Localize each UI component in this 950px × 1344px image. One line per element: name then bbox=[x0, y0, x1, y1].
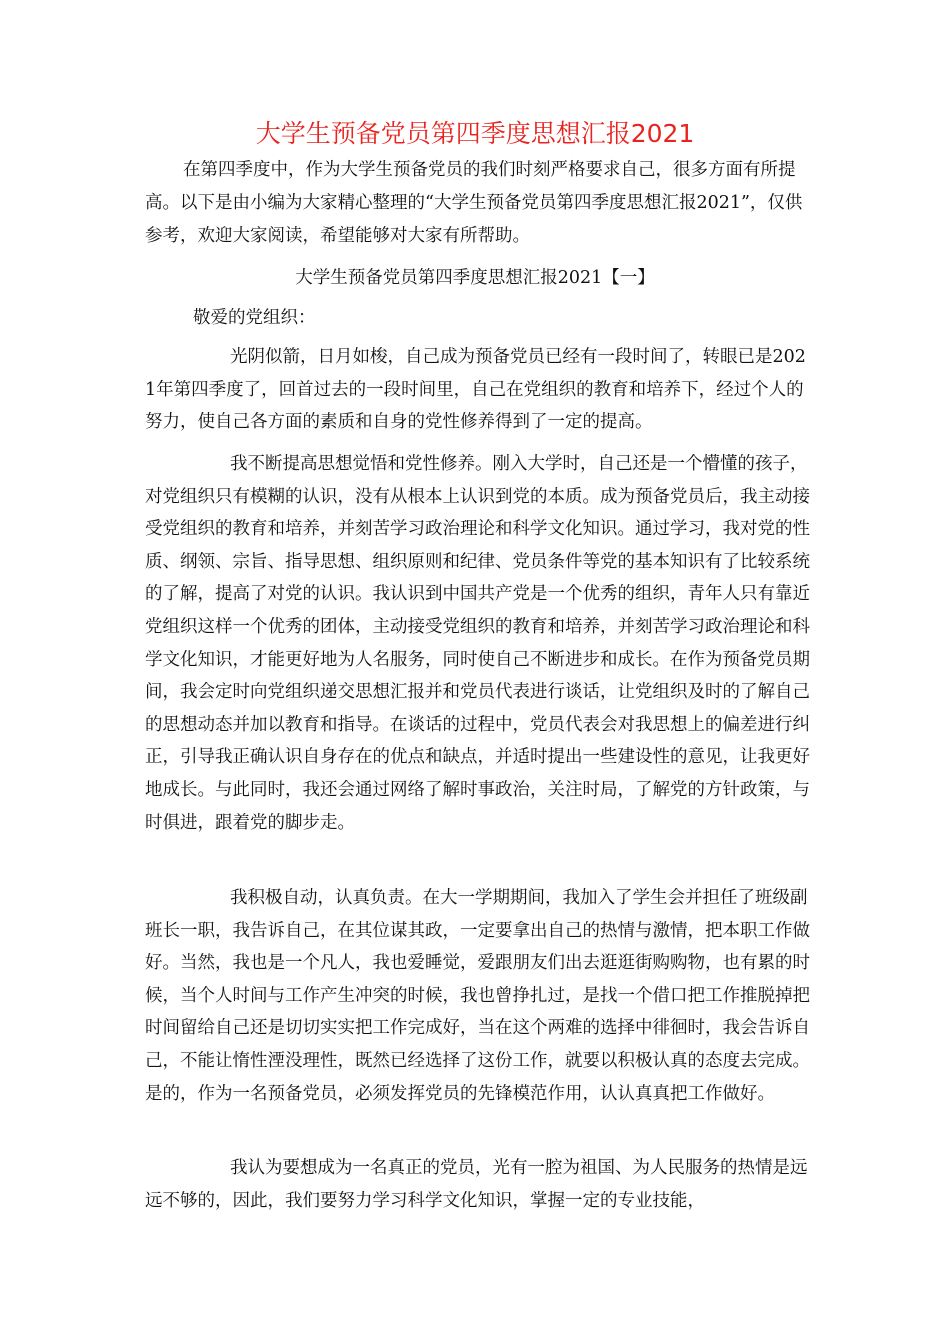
body-paragraph: 我积极自动，认真负责。在大一学期期间，我加入了学生会并担任了班级副班长一职，我告诉自己，在其位谋其政，一定要拿出自己的热情与激情，把本职工作做好。当然，我也是一个凡人，我也爱睡觉，爱跟朋友们出去逛逛街购购物，也有累的时候，当个人时间与工作产生冲突的时候，我也曾挣扎过，是找一个借口把工作推脱掉把时间留给自己还是切切实实把工作完成好，当在这个两难的选择中徘徊时，我会告诉自己，不能让惰性湮没理性，既然已经选择了这份工作，就要以积极认真的态度去完成。是的，作为一名预备党员，必须发挥党员的先锋模范作用，认认真真把工作做好。 bbox=[145, 888, 810, 1104]
intro-paragraph: 在第四季度中，作为大学生预备党员的我们时刻严格要求自己，很多方面有所提高。以下是由小编为大家精心整理的“大学生预备党员第四季度思想汇报2021”，仅供参考，欢迎大家阅读，希望能够对大家有所帮助。 bbox=[145, 160, 803, 246]
body-paragraph: 光阴似箭，日月如梭，自己成为预备党员已经有一段时间了，转眼已是2021年第四季度了，回首过去的一段时间里，自己在党组织的教育和培养下，经过个人的努力，使自己各方面的素质和自身的党性修养得到了一定的提高。 bbox=[145, 347, 806, 433]
salutation: 敬爱的党组织： bbox=[193, 308, 316, 328]
section-heading: 大学生预备党员第四季度思想汇报2021【一】 bbox=[295, 268, 655, 288]
body-paragraph: 我不断提高思想觉悟和党性修养。刚入大学时，自己还是一个懵懂的孩子，对党组织只有模糊的认识，没有从根本上认识到党的本质。成为预备党员后，我主动接受党组织的教育和培养，并刻苦学习政治理论和科学文化知识。通过学习，我对党的性质、纲领、宗旨、指导思想、组织原则和纪律、党员条件等党的基本知识有了比较系统的了解，提高了对党的认识。我认识到中国共产党是一个优秀的组织，青年人只有靠近党组织这样一个优秀的团体，主动接受党组织的教育和培养，并刻苦学习政治理论和科学文化知识，才能更好地为人名服务，同时使自己不断进步和成长。在作为预备党员期间，我会定时向党组织递交思想汇报并和党员代表进行谈话，让党组织及时的了解自己的思想动态并加以教育和指导。在谈话的过程中，党员代表会对我思想上的偏差进行纠正，引导我正确认识自身存在的优点和缺点，并适时提出一些建设性的意见，让我更好地成长。与此同时，我还会通过网络了解时事政治，关注时局，了解党的方针政策，与时俱进，跟着党的脚步走。 bbox=[145, 454, 810, 833]
document-title: 大学生预备党员第四季度思想汇报2021 bbox=[255, 119, 695, 148]
body-paragraph: 我认为要想成为一名真正的党员，光有一腔为祖国、为人民服务的热情是远远不够的，因此，我们要努力学习科学文化知识，掌握一定的专业技能， bbox=[145, 1158, 808, 1211]
